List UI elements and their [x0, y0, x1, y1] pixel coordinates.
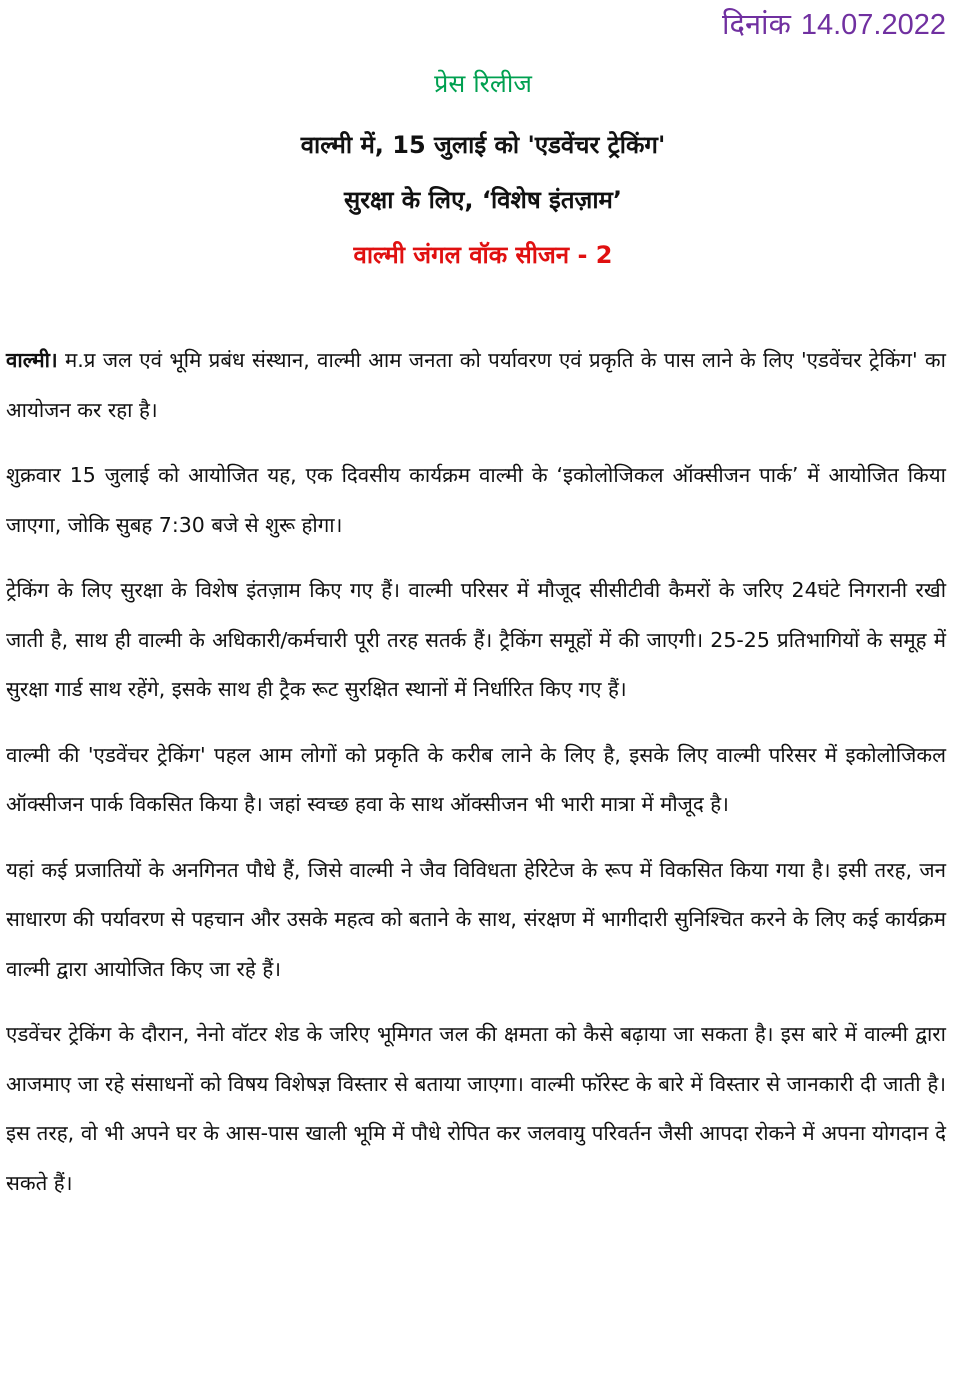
headline-secondary: सुरक्षा के लिए, ‘विशेष इंतज़ाम’	[343, 186, 623, 214]
paragraph-biodiversity: यहां कई प्रजातियों के अनगिनत पौधे हैं, जिसे वाल्मी ने जैव विविधता हेरिटेज के रूप में विकसित किया गया है। इसी तरह, जन साधारण की पर्यावरण से पहचान और उसके महत्व को बताने के साथ, संरक्षण में भागीदारी सुनिश्चित करने के लिए कई कार्यक्रम वाल्मी द्वारा आयोजित किए जा रहे हैं।	[6, 857, 946, 981]
date-label: दिनांक	[722, 7, 791, 41]
paragraph-schedule: शुक्रवार 15 जुलाई को आयोजित यह, एक दिवसीय कार्यक्रम वाल्मी के ‘इकोलोजिकल ऑक्सीजन पार्क’ में आयोजित किया जाएगा, जोकि सुबह 7:30 बजे से शुरू होगा।	[6, 463, 946, 537]
date-line	[722, 4, 946, 43]
paragraph-watershed: एडवेंचर ट्रेकिंग के दौरान, नेनो वॉटर शेड के जरिए भूमिगत जल की क्षमता को कैसे बढ़ाया जा सकता है। इस बारे में वाल्मी द्वारा आजमाए जा रहे संसाधनों को विषय विशेषज्ञ विस्तार से बताया जाएगा। वाल्मी फॉरेस्ट के बारे में विस्तार से जानकारी दी जाती है। इस तरह, वो भी अपने घर के आस-पास खाली भूमि में पौधे रोपित कर जलवायु परिवर्तन जैसी आपदा रोकने में अपना योगदान दे सकते हैं।	[6, 1022, 946, 1195]
paragraph-security: ट्रेकिंग के लिए सुरक्षा के विशेष इंतज़ाम किए गए हैं। वाल्मी परिसर में मौजूद सीसीटीवी कैमरों के जरिए 24घंटे निगरानी रखी जाती है, साथ ही वाल्मी के अधिकारी/कर्मचारी पूरी तरह सतर्क हैं। ट्रैकिंग समूहों में की जाएगी। 25-25 प्रतिभागियों के समूह में सुरक्षा गार्ड साथ रहेंगे, इसके साथ ही ट्रैक रूट सुरक्षित स्थानों में निर्धारित किए गए हैं।	[6, 578, 946, 701]
paragraph-intro	[6, 336, 946, 435]
date-value: 14.07.2022	[800, 9, 946, 41]
lead-word: वाल्मी।	[6, 348, 58, 372]
headline-season: वाल्मी जंगल वॉक सीजन - 2	[353, 241, 613, 269]
headline-primary: वाल्मी में, 15 जुलाई को 'एडवेंचर ट्रेकिंग'	[300, 131, 666, 159]
article-body	[6, 336, 946, 1224]
press-release-label: प्रेस रिलीज	[434, 69, 532, 98]
paragraph-intro-text: म.प्र जल एवं भूमि प्रबंध संस्थान, वाल्मी आम जनता को पर्यावरण एवं प्रकृति के पास लाने के लिए 'एडवेंचर ट्रेकिंग' का आयोजन कर रहा है।	[6, 348, 946, 422]
paragraph-initiative: वाल्मी की 'एडवेंचर ट्रेकिंग' पहल आम लोगों को प्रकृति के करीब लाने के लिए है, इसके लिए वाल्मी परिसर में इकोलोजिकल ऑक्सीजन पार्क विकसित किया है। जहां स्वच्छ हवा के साथ ऑक्सीजन भी भारी मात्रा में मौजूद है।	[6, 742, 946, 816]
